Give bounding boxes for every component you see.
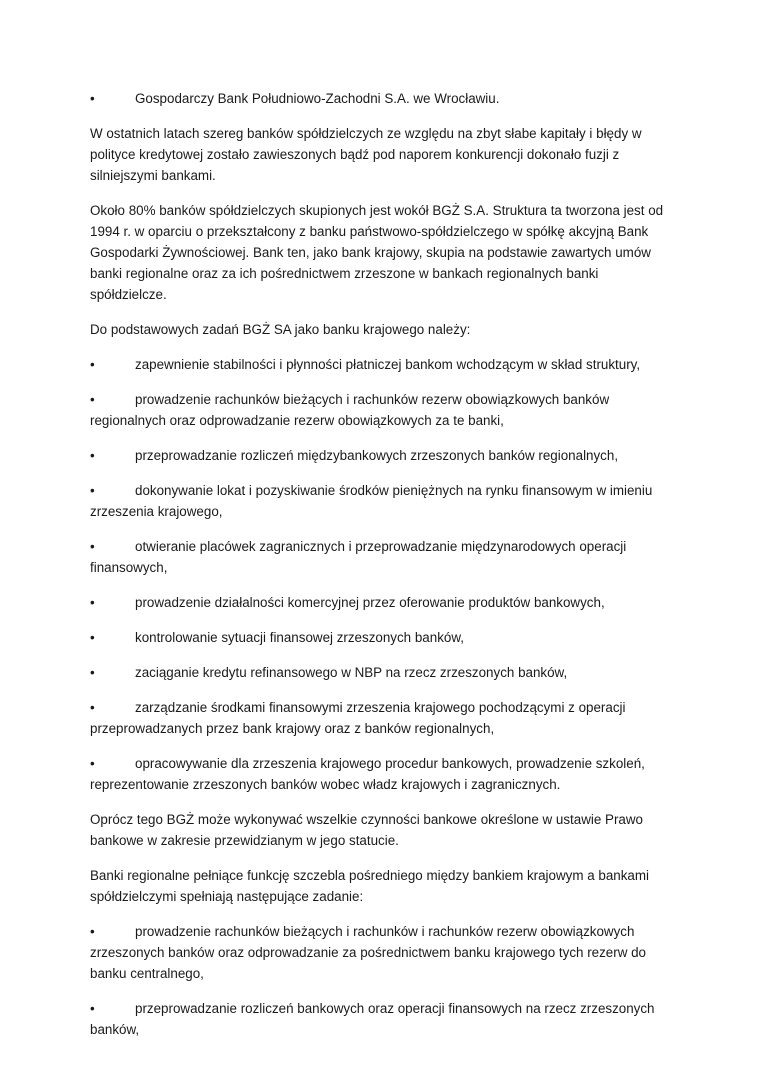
paragraph: Około 80% banków spółdzielczych skupionych jest wokół BGŻ S.A. Struktura ta tworzona jest od 1994 r. w oparciu o przekształcony z banku państwowo-spółdzielczego w spółkę akcyjną Bank Gospodarki Żywnościowej. Bank ten, jako bank krajowy, skupia na podstawie zawartych umów banki regionalne oraz za ich pośrednictwem zrzeszone w bankach regionalnych banki spółdzielcze. [90, 203, 664, 302]
document-page [90, 88, 670, 1054]
bullet-mark: • [90, 630, 95, 645]
paragraph: W ostatnich latach szereg banków spółdzielczych ze względu na zbyt słabe kapitały i błędy w polityce kredytowej zostało zawieszonych bądź pod naporem konkurencji dokonało fuzji z silniejszymi bankami. [90, 126, 642, 183]
bullet-text: Gospodarczy Bank Południowo-Zachodni S.A. we Wrocławiu. [135, 91, 500, 106]
bullet-text: zaciąganie kredytu refinansowego w NBP na rzecz zrzeszonych banków, [135, 665, 568, 680]
bullet-mark: • [90, 924, 95, 939]
bullet-mark: • [90, 392, 95, 407]
bullet-mark: • [90, 483, 95, 498]
bullet-mark: • [90, 357, 95, 372]
bullet-text: otwieranie placówek zagranicznych i przeprowadzanie międzynarodowych operacji finansowych, [90, 539, 627, 575]
paragraph: Do podstawowych zadań BGŻ SA jako banku krajowego należy: [90, 322, 471, 337]
bullet-text: zarządzanie środkami finansowymi zrzeszenia krajowego pochodzącymi z operacji przeprowadzanych przez bank krajowy oraz z banków regionalnych, [90, 700, 626, 736]
bullet-item [90, 921, 670, 984]
bullet-text: prowadzenie rachunków bieżących i rachunków rezerw obowiązkowych banków regionalnych oraz odprowadzanie rezerw obowiązkowych za te banki, [90, 392, 610, 428]
bullet-mark: • [90, 700, 95, 715]
bullet-mark: • [90, 756, 95, 771]
bullet-item [90, 445, 670, 466]
bullet-item [90, 480, 670, 522]
bullet-item [90, 998, 670, 1040]
bullet-item [90, 662, 670, 683]
bullet-mark: • [90, 539, 95, 554]
bullet-text: przeprowadzanie rozliczeń międzybankowych zrzeszonych banków regionalnych, [135, 448, 619, 463]
bullet-item [90, 697, 670, 739]
bullet-text: prowadzenie działalności komercyjnej przez oferowanie produktów bankowych, [135, 595, 605, 610]
bullet-text: prowadzenie rachunków bieżących i rachunków i rachunków rezerw obowiązkowych zrzeszonych banków oraz odprowadzanie za pośrednictwem banku krajowego tych rezerw do banku centralnego, [90, 924, 646, 981]
bullet-mark: • [90, 1001, 95, 1016]
bullet-text: kontrolowanie sytuacji finansowej zrzeszonych banków, [135, 630, 464, 645]
bullet-item [90, 389, 670, 431]
bullet-mark: • [90, 665, 95, 680]
bullet-item [90, 536, 670, 578]
paragraph: Oprócz tego BGŻ może wykonywać wszelkie czynności bankowe określone w ustawie Prawo bankowe w zakresie przewidzianym w jego statucie. [90, 812, 643, 848]
bullet-mark: • [90, 595, 95, 610]
bullet-text: dokonywanie lokat i pozyskiwanie środków pieniężnych na rynku finansowym w imieniu zrzeszenia krajowego, [90, 483, 653, 519]
paragraph: Banki regionalne pełniące funkcję szczebla pośredniego między bankiem krajowym a bankami spółdzielczymi spełniają następujące zadanie: [90, 868, 649, 904]
bullet-text: zapewnienie stabilności i płynności płatniczej bankom wchodzącym w skład struktury, [135, 357, 641, 372]
bullet-item [90, 592, 670, 613]
bullet-text: opracowywanie dla zrzeszenia krajowego procedur bankowych, prowadzenie szkoleń, reprezentowanie zrzeszonych banków wobec władz krajowych i zagranicznych. [90, 756, 645, 792]
bullet-item [90, 627, 670, 648]
bullet-item [90, 88, 670, 109]
bullet-mark: • [90, 448, 95, 463]
bullet-item [90, 753, 670, 795]
bullet-text: przeprowadzanie rozliczeń bankowych oraz operacji finansowych na rzecz zrzeszonych banków, [90, 1001, 655, 1037]
bullet-item [90, 354, 670, 375]
bullet-mark: • [90, 91, 95, 106]
